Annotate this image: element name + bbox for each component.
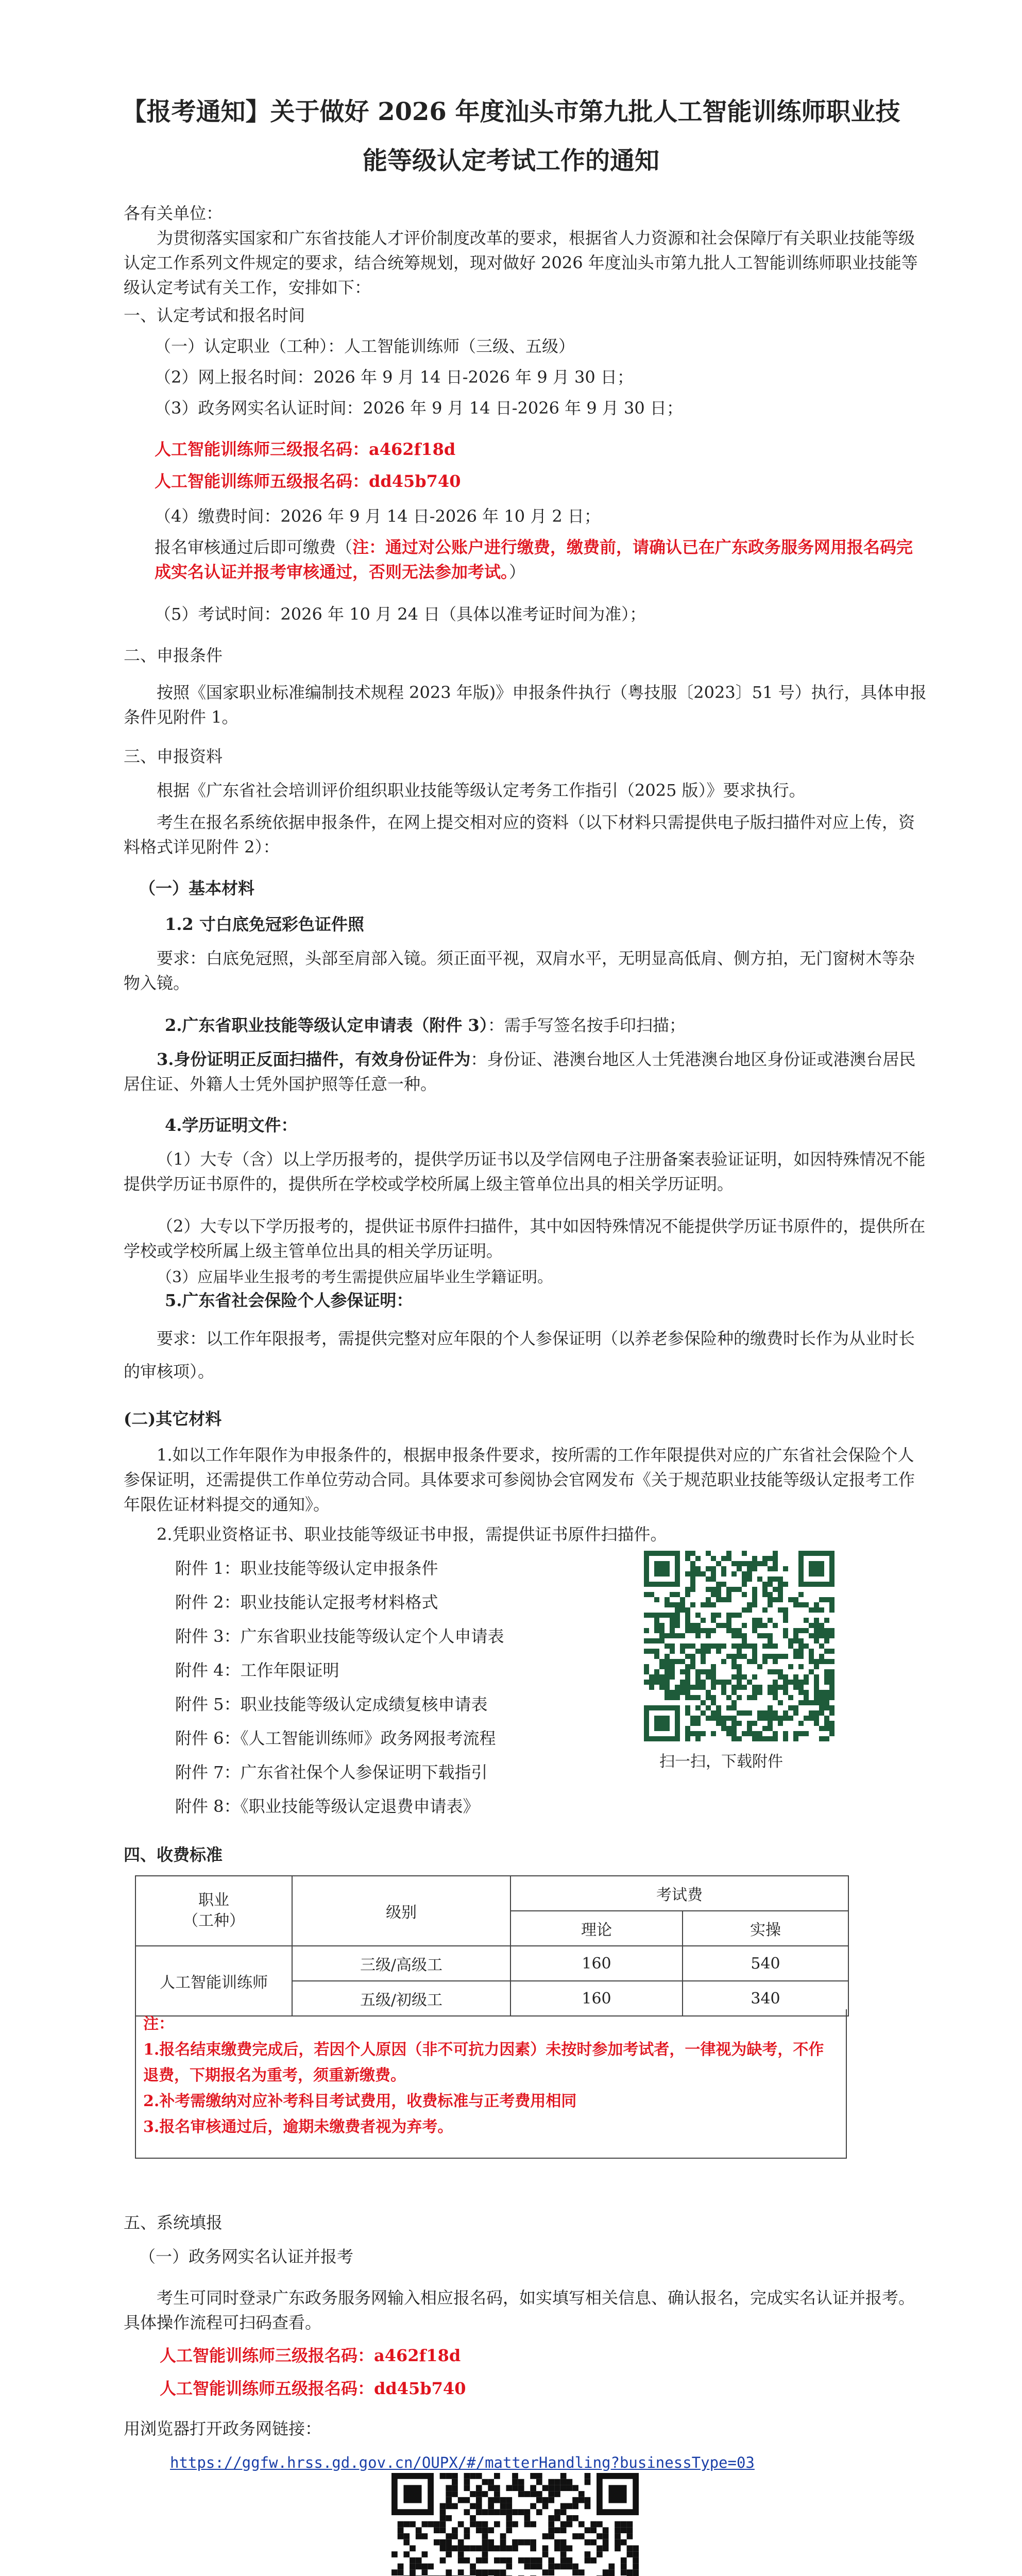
attachment-item[interactable]: 附件 8：《职业技能等级认定退费申请表》 <box>175 1797 480 1816</box>
note-label: 注： <box>143 2015 174 2033</box>
s3-edu-3: （3）应届毕业生报考的考生需提供应届毕业生学籍证明。 <box>157 1268 553 1286</box>
s5-code-level5: 人工智能训练师五级报名码：dd45b740 <box>160 2379 466 2398</box>
s3-other-materials: (二)其它材料 <box>124 1409 222 1429</box>
fee-header-fee: 考试费 <box>510 1876 848 1911</box>
title-line-2: 能等级认定考试工作的通知 <box>362 146 659 175</box>
s1-item-1: （一）认定职业（工种）：人工智能训练师（三级、五级） <box>155 336 575 356</box>
attachment-item[interactable]: 附件 5：职业技能等级认定成绩复核申请表 <box>175 1694 488 1714</box>
s1-review-note: 报名审核通过后即可缴费（注：通过对公账户进行缴费，缴费前，请确认已在广东政务服务网用报名码完成实名认证并报考审核通过，否则无法参加考试。） <box>155 537 913 582</box>
s1-code-level5: 人工智能训练师五级报名码：dd45b740 <box>155 471 461 491</box>
note-3: 3.报名审核通过后，逾期未缴费者视为弃考。 <box>143 2118 453 2136</box>
gov-portal-qr-code[interactable] <box>391 2473 639 2576</box>
fee-theory-cell: 160 <box>510 1946 683 1981</box>
attachment-item[interactable]: 附件 6：《人工智能训练师》政务网报考流程 <box>175 1728 496 1748</box>
s3-edu-2: （2）大专以下学历报考的，提供证书原件扫描件，其中如因特殊情况不能提供学历证书原件的，提供所在学校或学校所属上级主管单位出具的相关学历证明。 <box>124 1216 926 1261</box>
fee-level-cell: 五级/初级工 <box>292 1981 510 2016</box>
attachment-item[interactable]: 附件 4：工作年限证明 <box>175 1660 339 1680</box>
s3-ss-text: 要求：以工作年限报考，需提供完整对应年限的个人参保证明（以养老参保险种的缴费时长作为从业时长的审核项）。 <box>124 1329 915 1381</box>
s1-fee-time: （4）缴费时间：2026 年 9 月 14 日-2026 年 10 月 2 日； <box>155 506 601 526</box>
s3-photo-title: 1.2 寸白底免冠彩色证件照 <box>165 914 364 934</box>
s3-other-1: 1.如以工作年限作为申报条件的，根据申报条件要求，按所需的工作年限提供对应的广东省社会保险个人参保证明，还需提供工作单位劳动合同。具体要求可参阅协会官网发布《关于规范职业技能等级认定报考工作年限佐证材料提交的通知》。 <box>124 1445 915 1514</box>
s5-p1: 考生可同时登录广东政务服务网输入相应报名码，如实填写相关信息、确认报名，完成实名认证并报考。具体操作流程可扫码查看。 <box>124 2288 915 2332</box>
payment-warning: 注：通过对公账户进行缴费，缴费前，请确认已在广东政务服务网用报名码完成实名认证并报考审核通过，否则无法参加考试。 <box>155 537 913 582</box>
gov-portal-link[interactable]: https://ggfw.hrss.gd.gov.cn/OUPX/#/matterHandling?businessType=03 <box>170 2454 755 2471</box>
fee-header-practice: 实操 <box>683 1911 848 1946</box>
s1-item-2: （2）网上报名时间：2026 年 9 月 14 日-2026 年 9 月 30 日； <box>155 367 634 387</box>
s1-code-level3: 人工智能训练师三级报名码：a462f18d <box>155 439 456 459</box>
fee-header-job: 职业 （工种） <box>135 1876 292 1946</box>
intro-paragraph: 为贯彻落实国家和广东省技能人才评价制度改革的要求，根据省人力资源和社会保障厅有关职业技能等级认定工作系列文件规定的要求，结合统筹规划，现对做好 2026 年度汕头市第九批人工智能训练师职业技能等级认定考试有关工作，安排如下： <box>124 228 918 297</box>
fee-header-theory: 理论 <box>510 1911 683 1946</box>
s3-ss-title: 5.广东省社会保险个人参保证明： <box>165 1291 413 1310</box>
s5-code-level3: 人工智能训练师三级报名码：a462f18d <box>160 2346 461 2365</box>
salutation: 各有关单位： <box>124 204 223 223</box>
fee-theory-cell: 160 <box>510 1981 683 2016</box>
attachment-item[interactable]: 附件 7：广东省社保个人参保证明下载指引 <box>175 1762 488 1782</box>
section-4-heading: 四、收费标准 <box>124 1845 223 1865</box>
s3-p2: 考生在报名系统依据申报条件，在网上提交相对应的资料（以下材料只需提供电子版扫描件对应上传，资料格式详见附件 2）： <box>124 812 915 857</box>
page-title <box>67 88 955 185</box>
s3-photo-req: 要求：白底免冠照，头部至肩部入镜。须正面平视，双肩水平，无明显高低肩、侧方拍，无门窗树木等杂物入镜。 <box>124 948 915 993</box>
s5-sub-1: （一）政务网实名认证并报考 <box>139 2247 354 2266</box>
s3-edu-title: 4.学历证明文件： <box>165 1115 298 1135</box>
s3-form-line: 2.广东省职业技能等级认定申请表（附件 3）：需手写签名按手印扫描； <box>165 1015 686 1035</box>
s3-id-line: 3.身份证明正反面扫描件，有效身份证件为：身份证、港澳台地区人士凭港澳台地区身份证或港澳台居民居住证、外籍人士凭外国护照等任意一种。 <box>124 1049 916 1094</box>
section-3-heading: 三、申报资料 <box>124 747 223 766</box>
s3-edu-1: （1）大专（含）以上学历报考的，提供学历证书以及学信网电子注册备案表验证证明，如因特殊情况不能提供学历证书原件的，提供所在学校或学校所属上级主管单位出具的相关学历证明。 <box>124 1149 926 1194</box>
attachment-item[interactable]: 附件 2：职业技能认定报考材料格式 <box>175 1592 438 1612</box>
section-1-heading: 一、认定考试和报名时间 <box>124 306 305 325</box>
fee-job-cell: 人工智能训练师 <box>135 1946 292 2016</box>
section-2-heading: 二、申报条件 <box>124 646 223 665</box>
fee-practice-cell: 340 <box>683 1981 848 2016</box>
note-1: 1.报名结束缴费完成后，若因个人原因（非不可抗力因素）未按时参加考试者，一律视为缺考，不作退费，下期报名为重考，须重新缴费。 <box>143 2041 824 2084</box>
s5-link-label: 用浏览器打开政务网链接： <box>124 2419 322 2438</box>
fee-notes-box <box>135 2009 847 2159</box>
attachment-item[interactable]: 附件 3：广东省职业技能等级认定个人申请表 <box>175 1626 504 1646</box>
s1-item-3: （3）政务网实名认证时间：2026 年 9 月 14 日-2026 年 9 月 30 日； <box>155 398 683 418</box>
fee-header-level: 级别 <box>292 1876 510 1946</box>
fee-practice-cell: 540 <box>683 1946 848 1981</box>
note-2: 2.补考需缴纳对应补考科目考试费用，收费标准与正考费用相同 <box>143 2092 577 2110</box>
s3-other-2: 2.凭职业资格证书、职业技能等级证书申报，需提供证书原件扫描件。 <box>157 1524 667 1544</box>
fee-level-cell: 三级/高级工 <box>292 1946 510 1981</box>
s2-text: 按照《国家职业标准编制技术规程 2023 年版)》申报条件执行（粤技服〔2023〕51 号）执行，具体申报条件见附件 1。 <box>124 683 927 727</box>
table-row <box>135 1946 848 1981</box>
qr-caption-attachments: 扫一扫，下载附件 <box>659 1753 783 1771</box>
s1-exam-time: （5）考试时间：2026 年 10 月 24 日（具体以准考证时间为准）； <box>155 604 646 624</box>
section-5-heading: 五、系统填报 <box>124 2213 223 2232</box>
fee-table <box>135 1875 849 2016</box>
attachments-qr-code[interactable] <box>644 1551 834 1741</box>
s3-basic-materials: （一）基本材料 <box>139 878 255 898</box>
attachment-item[interactable]: 附件 1：职业技能等级认定申报条件 <box>175 1558 438 1578</box>
s3-p1: 根据《广东省社会培训评价组织职业技能等级认定考务工作指引（2025 版）》要求执行。 <box>157 781 806 800</box>
title-line-1: 【报考通知】关于做好 2026 年度汕头市第九批人工智能训练师职业技 <box>122 97 900 126</box>
